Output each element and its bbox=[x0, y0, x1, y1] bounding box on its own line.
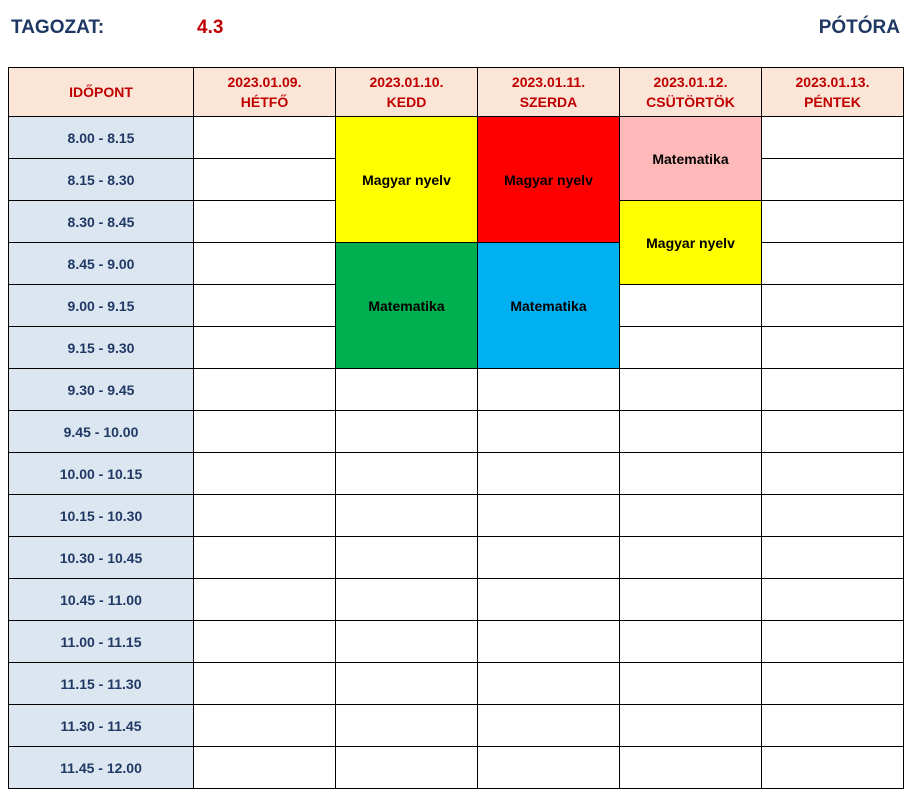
empty-cell bbox=[194, 369, 336, 411]
empty-cell bbox=[762, 663, 904, 705]
session-cell: Magyar nyelv bbox=[336, 117, 478, 243]
empty-cell bbox=[336, 705, 478, 747]
empty-cell bbox=[478, 537, 620, 579]
table-row bbox=[9, 117, 904, 159]
page-title: PÓTÓRA bbox=[818, 17, 900, 38]
empty-cell bbox=[194, 537, 336, 579]
table-row bbox=[9, 705, 904, 747]
time-slot-cell: 11.15 - 11.30 bbox=[9, 663, 194, 705]
day-name: HÉTFŐ bbox=[240, 94, 289, 110]
empty-cell bbox=[478, 747, 620, 789]
session-cell: Magyar nyelv bbox=[478, 117, 620, 243]
empty-cell bbox=[478, 579, 620, 621]
column-header-day bbox=[620, 68, 762, 117]
time-slot-cell: 11.30 - 11.45 bbox=[9, 705, 194, 747]
empty-cell bbox=[194, 327, 336, 369]
table-row bbox=[9, 579, 904, 621]
empty-cell bbox=[336, 411, 478, 453]
empty-cell bbox=[762, 117, 904, 159]
empty-cell bbox=[194, 747, 336, 789]
empty-cell bbox=[620, 285, 762, 327]
session-cell: Magyar nyelv bbox=[620, 201, 762, 285]
table-row bbox=[9, 537, 904, 579]
time-slot-cell: 10.30 - 10.45 bbox=[9, 537, 194, 579]
table-row bbox=[9, 663, 904, 705]
empty-cell bbox=[336, 369, 478, 411]
empty-cell bbox=[620, 663, 762, 705]
table-row bbox=[9, 495, 904, 537]
empty-cell bbox=[194, 579, 336, 621]
table-row bbox=[9, 369, 904, 411]
empty-cell bbox=[194, 705, 336, 747]
day-date: 2023.01.13. bbox=[795, 74, 870, 90]
time-slot-cell: 11.00 - 11.15 bbox=[9, 621, 194, 663]
column-header-day bbox=[194, 68, 336, 117]
empty-cell bbox=[620, 705, 762, 747]
time-slot-cell: 10.15 - 10.30 bbox=[9, 495, 194, 537]
empty-cell bbox=[336, 537, 478, 579]
empty-cell bbox=[478, 495, 620, 537]
empty-cell bbox=[620, 411, 762, 453]
empty-cell bbox=[762, 579, 904, 621]
empty-cell bbox=[762, 747, 904, 789]
empty-cell bbox=[478, 705, 620, 747]
empty-cell bbox=[194, 243, 336, 285]
time-slot-cell: 9.00 - 9.15 bbox=[9, 285, 194, 327]
time-slot-cell: 8.15 - 8.30 bbox=[9, 159, 194, 201]
time-slot-cell: 11.45 - 12.00 bbox=[9, 747, 194, 789]
column-header-time: IDŐPONT bbox=[9, 68, 194, 117]
time-slot-cell: 9.45 - 10.00 bbox=[9, 411, 194, 453]
day-date: 2023.01.09. bbox=[227, 74, 302, 90]
empty-cell bbox=[194, 159, 336, 201]
empty-cell bbox=[620, 369, 762, 411]
empty-cell bbox=[620, 579, 762, 621]
header-row bbox=[9, 68, 904, 117]
empty-cell bbox=[478, 453, 620, 495]
table-row bbox=[9, 747, 904, 789]
day-name: CSÜTÖRTÖK bbox=[646, 94, 735, 110]
empty-cell bbox=[194, 621, 336, 663]
column-header-day bbox=[336, 68, 478, 117]
day-date: 2023.01.11. bbox=[511, 74, 586, 90]
empty-cell bbox=[762, 285, 904, 327]
empty-cell bbox=[762, 159, 904, 201]
empty-cell bbox=[478, 411, 620, 453]
empty-cell bbox=[336, 495, 478, 537]
empty-cell bbox=[620, 495, 762, 537]
schedule-body bbox=[9, 117, 904, 789]
column-header-day bbox=[478, 68, 620, 117]
empty-cell bbox=[762, 453, 904, 495]
empty-cell bbox=[478, 621, 620, 663]
empty-cell bbox=[194, 285, 336, 327]
empty-cell bbox=[194, 453, 336, 495]
time-slot-cell: 8.00 - 8.15 bbox=[9, 117, 194, 159]
empty-cell bbox=[194, 117, 336, 159]
empty-cell bbox=[620, 453, 762, 495]
empty-cell bbox=[194, 663, 336, 705]
empty-cell bbox=[336, 663, 478, 705]
schedule-table bbox=[8, 67, 904, 789]
session-cell: Matematika bbox=[336, 243, 478, 369]
empty-cell bbox=[336, 621, 478, 663]
empty-cell bbox=[762, 705, 904, 747]
empty-cell bbox=[620, 327, 762, 369]
table-row bbox=[9, 453, 904, 495]
time-slot-cell: 9.15 - 9.30 bbox=[9, 327, 194, 369]
empty-cell bbox=[194, 495, 336, 537]
empty-cell bbox=[762, 201, 904, 243]
empty-cell bbox=[336, 453, 478, 495]
section-value: 4.3 bbox=[197, 17, 224, 38]
time-slot-cell: 8.45 - 9.00 bbox=[9, 243, 194, 285]
day-name: KEDD bbox=[386, 94, 427, 110]
day-name: SZERDA bbox=[519, 94, 578, 110]
section-label: TAGOZAT: bbox=[11, 17, 105, 38]
empty-cell bbox=[336, 747, 478, 789]
empty-cell bbox=[620, 621, 762, 663]
empty-cell bbox=[762, 495, 904, 537]
empty-cell bbox=[762, 369, 904, 411]
time-slot-cell: 9.30 - 9.45 bbox=[9, 369, 194, 411]
day-date: 2023.01.12. bbox=[653, 74, 728, 90]
empty-cell bbox=[620, 747, 762, 789]
empty-cell bbox=[620, 537, 762, 579]
empty-cell bbox=[194, 201, 336, 243]
day-name: PÉNTEK bbox=[804, 94, 861, 110]
table-row bbox=[9, 411, 904, 453]
table-row bbox=[9, 243, 904, 285]
time-slot-cell: 8.30 - 8.45 bbox=[9, 201, 194, 243]
empty-cell bbox=[762, 621, 904, 663]
day-date: 2023.01.10. bbox=[369, 74, 444, 90]
empty-cell bbox=[194, 411, 336, 453]
table-row bbox=[9, 621, 904, 663]
empty-cell bbox=[478, 663, 620, 705]
empty-cell bbox=[336, 579, 478, 621]
session-cell: Matematika bbox=[620, 117, 762, 201]
empty-cell bbox=[762, 327, 904, 369]
time-slot-cell: 10.00 - 10.15 bbox=[9, 453, 194, 495]
empty-cell bbox=[762, 537, 904, 579]
column-header-day bbox=[762, 68, 904, 117]
empty-cell bbox=[762, 411, 904, 453]
time-slot-cell: 10.45 - 11.00 bbox=[9, 579, 194, 621]
session-cell: Matematika bbox=[478, 243, 620, 369]
empty-cell bbox=[478, 369, 620, 411]
empty-cell bbox=[762, 243, 904, 285]
